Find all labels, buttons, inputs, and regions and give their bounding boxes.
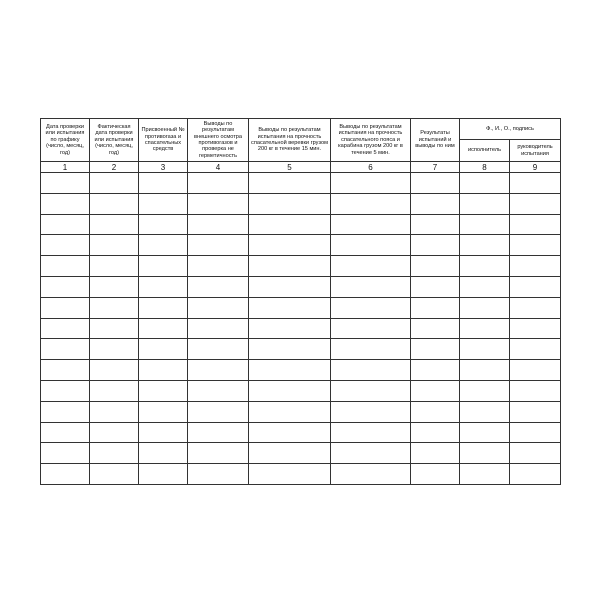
table-row [41, 193, 561, 214]
header-belt-test: Выводы по результатам испытания на прочность спасательного пояса и карабина грузом 200 кг в течение 5 мин. [331, 119, 411, 162]
table-cell [460, 339, 510, 360]
table-cell [90, 173, 139, 194]
table-row [41, 235, 561, 256]
table-cell [411, 256, 460, 277]
table-row [41, 214, 561, 235]
table-row [41, 422, 561, 443]
header-test-supervisor: руководитель испытания [510, 140, 561, 162]
table-row [41, 339, 561, 360]
table-cell [331, 360, 411, 381]
table-cell [188, 422, 249, 443]
table-cell [249, 360, 331, 381]
table-cell [41, 214, 90, 235]
table-cell [90, 214, 139, 235]
column-number: 7 [411, 162, 460, 173]
table-cell [188, 380, 249, 401]
table-cell [139, 193, 188, 214]
table-cell [510, 380, 561, 401]
table-cell [139, 422, 188, 443]
table-cell [249, 401, 331, 422]
table-cell [188, 443, 249, 464]
table-cell [139, 464, 188, 485]
table-cell [411, 443, 460, 464]
table-cell [411, 193, 460, 214]
table-cell [139, 360, 188, 381]
table-cell [90, 297, 139, 318]
table-cell [331, 235, 411, 256]
column-number: 6 [331, 162, 411, 173]
table-cell [139, 318, 188, 339]
table-cell [41, 256, 90, 277]
table-cell [411, 235, 460, 256]
table-cell [249, 256, 331, 277]
table-cell [188, 339, 249, 360]
table-cell [411, 276, 460, 297]
table-cell [41, 193, 90, 214]
table-cell [460, 297, 510, 318]
table-cell [139, 380, 188, 401]
table-cell [510, 173, 561, 194]
table-cell [460, 443, 510, 464]
table-cell [188, 464, 249, 485]
table-row [41, 464, 561, 485]
table-cell [249, 276, 331, 297]
table-cell [460, 214, 510, 235]
table-cell [249, 464, 331, 485]
table-cell [188, 193, 249, 214]
table-cell [41, 276, 90, 297]
table-row [41, 256, 561, 277]
column-number: 8 [460, 162, 510, 173]
table-cell [90, 443, 139, 464]
table-row [41, 318, 561, 339]
table-cell [139, 173, 188, 194]
table-cell [510, 360, 561, 381]
table-cell [90, 464, 139, 485]
table-cell [411, 380, 460, 401]
column-number: 2 [90, 162, 139, 173]
table-cell [41, 297, 90, 318]
table-cell [139, 214, 188, 235]
table-cell [41, 464, 90, 485]
table-cell [460, 276, 510, 297]
table-cell [188, 297, 249, 318]
table-cell [90, 318, 139, 339]
table-row [41, 297, 561, 318]
table-cell [331, 443, 411, 464]
table-row [41, 276, 561, 297]
table-cell [249, 422, 331, 443]
table-body [41, 162, 561, 485]
table-cell [249, 443, 331, 464]
table-cell [460, 173, 510, 194]
table-cell [331, 173, 411, 194]
column-number-row [41, 162, 561, 173]
table-cell [41, 380, 90, 401]
header-visual-inspection: Выводы по результатам внешнего осмотра противогазов и проверка не герметичность [188, 119, 249, 162]
table-cell [249, 173, 331, 194]
table-cell [249, 339, 331, 360]
table-row [41, 401, 561, 422]
table-cell [188, 318, 249, 339]
table-cell [41, 443, 90, 464]
column-number: 4 [188, 162, 249, 173]
table-cell [331, 193, 411, 214]
table-cell [139, 276, 188, 297]
table-cell [41, 360, 90, 381]
header-executor: исполнитель [460, 140, 510, 162]
table-cell [139, 339, 188, 360]
table-cell [41, 339, 90, 360]
table-cell [460, 360, 510, 381]
table-cell [460, 380, 510, 401]
table-cell [90, 360, 139, 381]
table-cell [460, 193, 510, 214]
table-cell [460, 318, 510, 339]
header-test-results: Результаты испытаний и выводы по ним [411, 119, 460, 162]
table-cell [249, 318, 331, 339]
table-cell [139, 235, 188, 256]
table-cell [249, 235, 331, 256]
table-cell [188, 214, 249, 235]
table-cell [249, 297, 331, 318]
table-cell [41, 422, 90, 443]
table-cell [510, 276, 561, 297]
header-actual-date: Фактическая дата проверки или испытания (число, месяц, год) [90, 119, 139, 162]
table-cell [510, 318, 561, 339]
table-cell [331, 464, 411, 485]
table-cell [188, 235, 249, 256]
table-cell [41, 318, 90, 339]
table-cell [139, 401, 188, 422]
table-cell [331, 339, 411, 360]
table-cell [249, 214, 331, 235]
table-cell [411, 422, 460, 443]
table-cell [460, 401, 510, 422]
table-cell [510, 339, 561, 360]
table-cell [510, 235, 561, 256]
table-cell [510, 443, 561, 464]
table-cell [90, 256, 139, 277]
table-row [41, 173, 561, 194]
table-cell [331, 380, 411, 401]
table-cell [331, 297, 411, 318]
column-number: 3 [139, 162, 188, 173]
table-cell [411, 360, 460, 381]
table-cell [510, 422, 561, 443]
table-cell [41, 235, 90, 256]
table-cell [139, 443, 188, 464]
table-cell [460, 422, 510, 443]
table-cell [331, 276, 411, 297]
table-cell [510, 214, 561, 235]
table-cell [510, 193, 561, 214]
table-row [41, 380, 561, 401]
table-cell [249, 193, 331, 214]
inspection-log-table [40, 118, 561, 485]
table-cell [331, 401, 411, 422]
table-cell [139, 256, 188, 277]
table-cell [411, 339, 460, 360]
header-rope-test: Выводы по результатам испытания на прочность спасательной веревки грузом 200 кг в течение 15 мин. [249, 119, 331, 162]
table-cell [188, 276, 249, 297]
column-number: 9 [510, 162, 561, 173]
table-cell [90, 339, 139, 360]
table-cell [510, 464, 561, 485]
table-cell [90, 276, 139, 297]
table-cell [331, 214, 411, 235]
table-cell [460, 235, 510, 256]
table-cell [460, 256, 510, 277]
header-signature-group: Ф., И., О., подпись [460, 119, 561, 140]
header-scheduled-date: Дата проверки или испытания по графику (число, месяц, год) [41, 119, 90, 162]
column-number: 5 [249, 162, 331, 173]
table-cell [90, 193, 139, 214]
column-number: 1 [41, 162, 90, 173]
table-cell [139, 297, 188, 318]
table-cell [249, 380, 331, 401]
table-cell [90, 380, 139, 401]
table-cell [411, 173, 460, 194]
table-cell [188, 401, 249, 422]
table-cell [331, 318, 411, 339]
table-cell [331, 256, 411, 277]
table-cell [510, 297, 561, 318]
table-cell [41, 401, 90, 422]
table-cell [188, 360, 249, 381]
table-cell [331, 422, 411, 443]
header-row-top [41, 119, 561, 140]
table-row [41, 360, 561, 381]
header-assigned-number: Присвоенный № противогаза и спасательных средств [139, 119, 188, 162]
journal-sheet [40, 118, 560, 480]
table-cell [411, 464, 460, 485]
table-row [41, 443, 561, 464]
table-cell [188, 256, 249, 277]
table-cell [411, 214, 460, 235]
table-cell [510, 256, 561, 277]
table-cell [460, 464, 510, 485]
table-cell [510, 401, 561, 422]
table-cell [411, 401, 460, 422]
table-cell [411, 318, 460, 339]
table-cell [188, 173, 249, 194]
table-cell [90, 422, 139, 443]
table-cell [90, 401, 139, 422]
table-cell [41, 173, 90, 194]
table-cell [90, 235, 139, 256]
table-cell [411, 297, 460, 318]
